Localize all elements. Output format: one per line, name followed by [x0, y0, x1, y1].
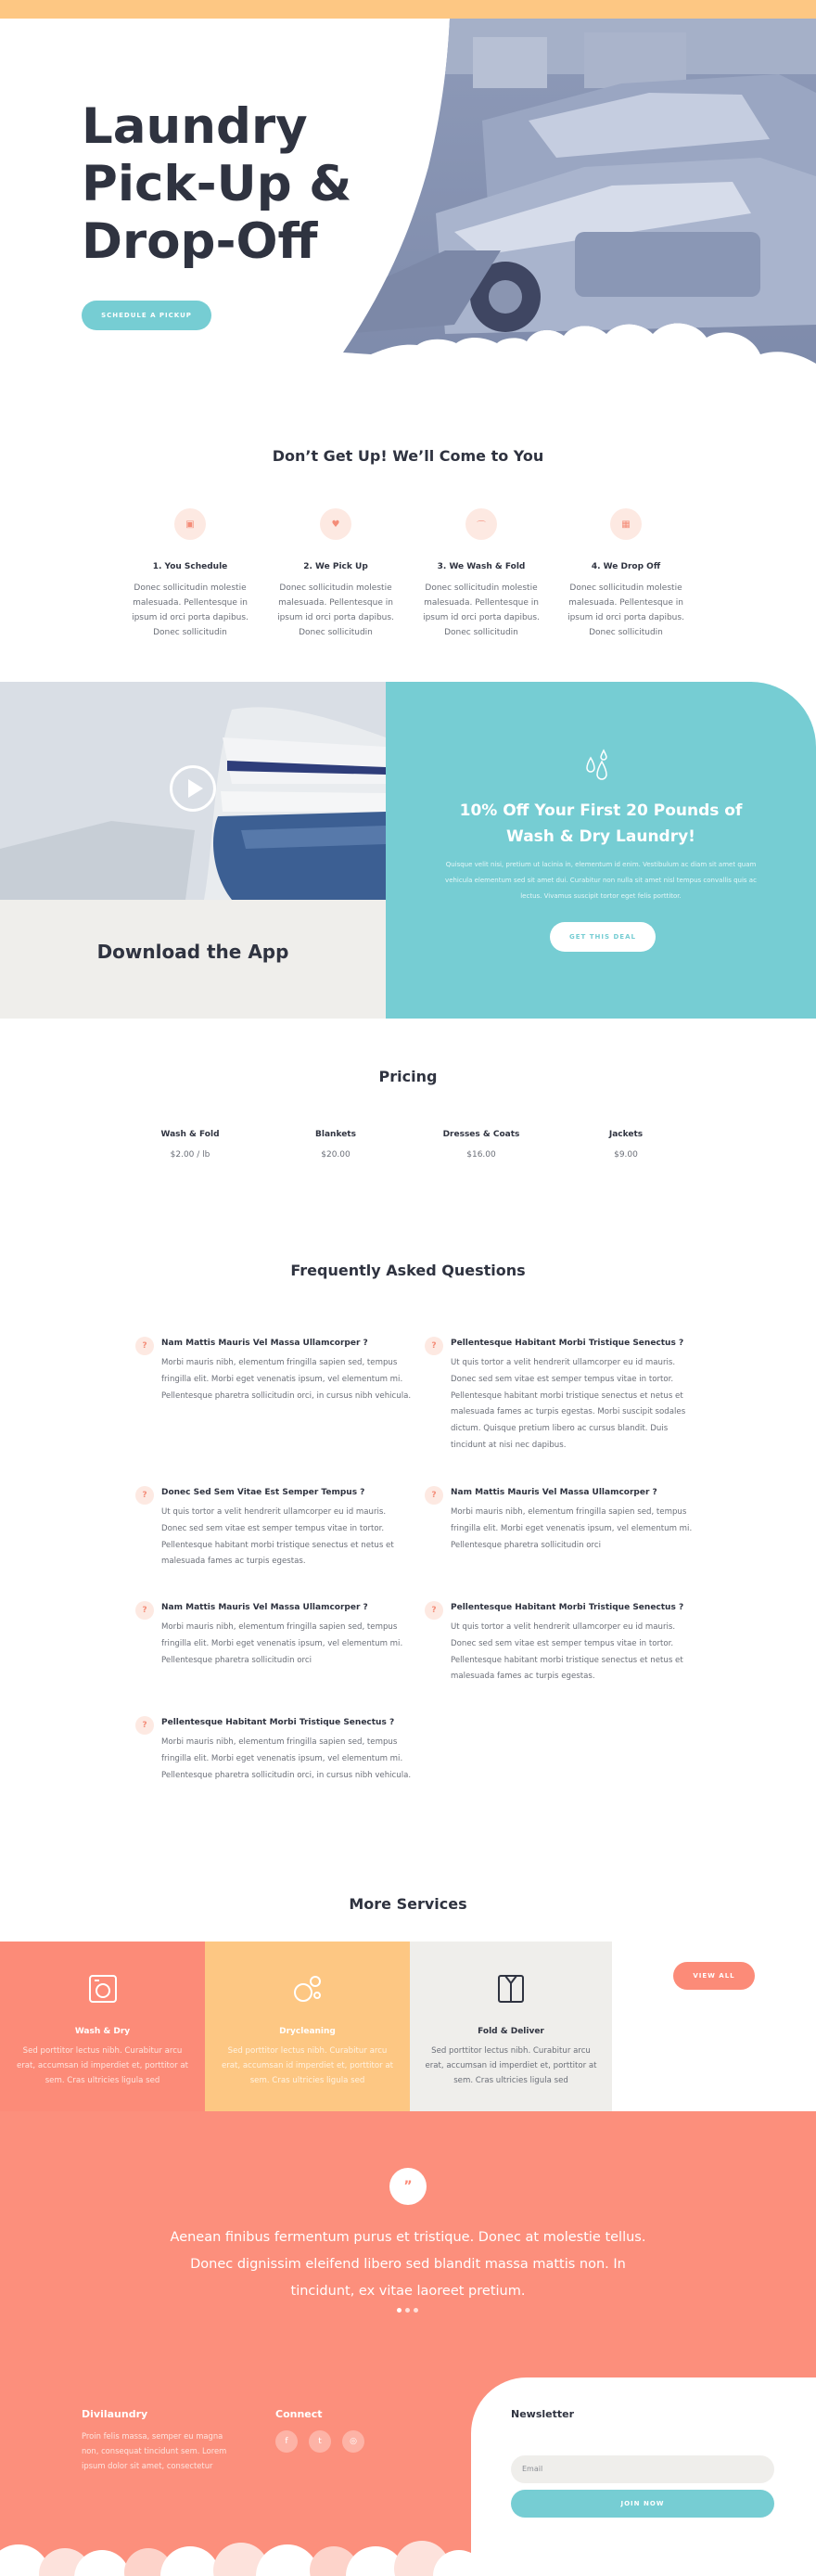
washer-icon: ⌒: [465, 508, 497, 540]
question-icon: ?: [425, 1601, 443, 1620]
price-item: [266, 1130, 405, 1160]
faq-item[interactable]: [142, 1603, 412, 1669]
service-card-wash-dry[interactable]: [0, 1942, 205, 2111]
slider-dot[interactable]: [405, 2308, 410, 2313]
price-item: [121, 1130, 260, 1160]
step-title: 2. We Pick Up: [303, 562, 368, 571]
service-text: Sed porttitor lectus nibh. Curabitur arcu erat, accumsan id imperdiet et, porttitor at sem. Cras ultricies ligula sed: [16, 2046, 189, 2085]
promo-text: Quisque velit nisi, pretium ut lacinia in, elementum id enim. Vestibulum ac diam sit amet quam vehicula elementum sed sit amet dui. Curabitur non nulla sit amet nisl tempus convallis quis ac lectus. Vivamus suscipit tortor eget felis porttitor.: [445, 861, 757, 900]
twitter-icon[interactable]: t: [309, 2430, 331, 2453]
faq-answer: Morbi mauris nibh, elementum fringilla sapien sed, tempus fringilla elit. Morbi eget venenatis ipsum, vel elementum mi. Pellentesque pharetra sollicitudin orci: [161, 1622, 403, 1665]
step-text: Donec sollicitudin molestie malesuada. Pellentesque in ipsum id orci porta dapibus. Donec sollicitudin: [423, 583, 540, 637]
price-value: $2.00 / lb: [170, 1150, 210, 1160]
faq-item[interactable]: [142, 1339, 412, 1404]
download-app-title[interactable]: Download the App: [96, 941, 289, 963]
more-services-title: More Services: [349, 1895, 467, 1913]
washer-icon: [87, 1973, 119, 2005]
get-this-deal-button[interactable]: GET THIS DEAL: [550, 922, 656, 952]
facebook-icon[interactable]: f: [275, 2430, 298, 2453]
bag-icon: ▦: [610, 508, 642, 540]
quote-icon: ”: [389, 2168, 427, 2205]
how-it-works-title: Don’t Get Up! We’ll Come to You: [272, 447, 544, 465]
step-text: Donec sollicitudin molestie malesuada. Pellentesque in ipsum id orci porta dapibus. Donec sollicitudin: [567, 583, 684, 637]
view-all-button[interactable]: VIEW ALL: [673, 1962, 755, 1990]
hero-title-line: Pick-Up &: [82, 156, 352, 212]
price-value: $16.00: [466, 1150, 496, 1160]
cloud-decoration: [0, 2502, 471, 2576]
question-icon: ?: [135, 1601, 154, 1620]
step-title: 4. We Drop Off: [591, 562, 661, 571]
promo-panel: [386, 682, 816, 1019]
faq-question: Nam Mattis Mauris Vel Massa Ullamcorper ?: [451, 1488, 657, 1497]
faq-item[interactable]: [431, 1339, 701, 1455]
step-card: [121, 508, 260, 640]
folded-shirt-icon: [495, 1973, 527, 2005]
step-title: 1. You Schedule: [152, 562, 228, 571]
join-now-button[interactable]: JOIN NOW: [511, 2490, 774, 2518]
service-title: Drycleaning: [279, 2027, 336, 2036]
faq-question: Nam Mattis Mauris Vel Massa Ullamcorper ?: [161, 1603, 368, 1612]
price-item: [556, 1130, 695, 1160]
email-input[interactable]: Email: [511, 2455, 774, 2483]
service-text: Sed porttitor lectus nibh. Curabitur arcu erat, accumsan id imperdiet et, porttitor at sem. Cras ultricies ligula sed: [221, 2046, 394, 2085]
bubbles-icon: [292, 1973, 324, 2005]
step-card: [266, 508, 405, 640]
newsletter-title: Newsletter: [511, 2408, 575, 2420]
footer-connect-title: Connect: [275, 2408, 323, 2420]
faq-item[interactable]: [431, 1603, 701, 1685]
pricing-title: Pricing: [378, 1068, 438, 1085]
price-name: Jackets: [608, 1130, 644, 1139]
price-name: Wash & Fold: [160, 1130, 220, 1139]
faq-item[interactable]: [142, 1718, 412, 1784]
faq-question: Pellentesque Habitant Morbi Tristique Senectus ?: [451, 1603, 684, 1612]
question-icon: ?: [425, 1337, 443, 1355]
question-icon: ?: [425, 1486, 443, 1505]
question-icon: ?: [135, 1716, 154, 1735]
footer-brand: Divilaundry: [82, 2408, 148, 2420]
question-icon: ?: [135, 1337, 154, 1355]
price-value: $9.00: [614, 1150, 638, 1160]
calendar-icon: ▣: [174, 508, 206, 540]
service-title: Fold & Deliver: [478, 2027, 544, 2036]
question-icon: ?: [135, 1486, 154, 1505]
faq-answer: Ut quis tortor a velit hendrerit ullamcorper eu id mauris. Donec sed sem vitae est semper tempus vitae in tortor. Pellentesque habitant morbi tristique senectus et netus et malesuada fames ac turpis egestas.: [161, 1507, 394, 1567]
faq-answer: Ut quis tortor a velit hendrerit ullamcorper eu id mauris. Donec sed sem vitae est semper tempus vitae in tortor. Pellentesque habitant morbi tristique senectus et netus et malesuada fames ac turpis egestas.: [451, 1622, 683, 1682]
service-card-fold-deliver[interactable]: [410, 1942, 612, 2111]
hero-image: [343, 19, 816, 390]
step-card: [412, 508, 551, 640]
price-name: Dresses & Coats: [442, 1130, 520, 1139]
instagram-icon[interactable]: ◎: [342, 2430, 364, 2453]
price-name: Blankets: [315, 1130, 356, 1139]
faq-title: Frequently Asked Questions: [290, 1262, 526, 1279]
testimonial-text: Aenean finibus fermentum purus et tristique. Donec at molestie tellus. Donec dignissim eleifend libero sed blandit massa mattis non. In tincidunt, ex vitae laoreet pretium.: [170, 2230, 646, 2299]
faq-question: Nam Mattis Mauris Vel Massa Ullamcorper ?: [161, 1339, 368, 1348]
basket-icon: ♥: [320, 508, 351, 540]
faq-item[interactable]: [142, 1488, 412, 1570]
promo-title: 10% Off Your First 20 Pounds of Wash & Dry Laundry!: [459, 801, 743, 846]
slider-dot[interactable]: [414, 2308, 418, 2313]
service-text: Sed porttitor lectus nibh. Curabitur arcu erat, accumsan id imperdiet et, porttitor at sem. Cras ultricies ligula sed: [425, 2046, 597, 2085]
slider-dot-active[interactable]: [397, 2308, 402, 2313]
faq-answer: Ut quis tortor a velit hendrerit ullamcorper eu id mauris. Donec sed sem vitae est semper tempus vitae in tortor. Pellentesque habitant morbi tristique senectus et netus et malesuada fames ac turpis egestas. Morbi suscipit sodales dictum. Quisque pretium libero ac cursus blandit. Duis tincidunt at nisi nec dapibus.: [451, 1358, 686, 1450]
faq-question: Pellentesque Habitant Morbi Tristique Senectus ?: [451, 1339, 684, 1348]
video-thumbnail[interactable]: [0, 682, 386, 900]
hero-title: [82, 98, 388, 271]
service-title: Wash & Dry: [74, 2027, 131, 2036]
step-title: 3. We Wash & Fold: [437, 562, 526, 571]
step-text: Donec sollicitudin molestie malesuada. Pellentesque in ipsum id orci porta dapibus. Donec sollicitudin: [132, 583, 249, 637]
faq-item[interactable]: [431, 1488, 701, 1554]
step-text: Donec sollicitudin molestie malesuada. Pellentesque in ipsum id orci porta dapibus. Donec sollicitudin: [277, 583, 394, 637]
play-triangle: [188, 779, 203, 798]
step-card: [556, 508, 695, 640]
price-item: [412, 1130, 551, 1160]
hero-title-line: Drop-Off: [82, 213, 318, 270]
service-card-drycleaning[interactable]: [205, 1942, 410, 2111]
faq-question: Pellentesque Habitant Morbi Tristique Senectus ?: [161, 1718, 395, 1727]
faq-answer: Morbi mauris nibh, elementum fringilla sapien sed, tempus fringilla elit. Morbi eget venenatis ipsum, vel elementum mi. Pellentesque pharetra sollicitudin orci: [451, 1507, 693, 1550]
faq-answer: Morbi mauris nibh, elementum fringilla sapien sed, tempus fringilla elit. Morbi eget venenatis ipsum, vel elementum mi. Pellentesque pharetra sollicitudin orci, in cursus nibh vehicula.: [161, 1737, 412, 1780]
schedule-pickup-button[interactable]: SCHEDULE A PICKUP: [82, 301, 211, 330]
play-icon[interactable]: [170, 765, 216, 812]
footer-brand-text: Proin felis massa, semper eu magna non, consequat tincidunt sem. Lorem ipsum dolor sit amet, consectetur: [82, 2431, 227, 2470]
top-bar: [0, 0, 816, 19]
faq-answer: Morbi mauris nibh, elementum fringilla sapien sed, tempus fringilla elit. Morbi eget venenatis ipsum, vel elementum mi. Pellentesque pharetra sollicitudin orci, in cursus nibh vehicula.: [161, 1358, 412, 1401]
water-drops-icon: [583, 749, 617, 780]
price-value: $20.00: [321, 1150, 351, 1160]
hero-title-line: Laundry: [82, 98, 308, 155]
faq-question: Donec Sed Sem Vitae Est Semper Tempus ?: [161, 1488, 365, 1497]
